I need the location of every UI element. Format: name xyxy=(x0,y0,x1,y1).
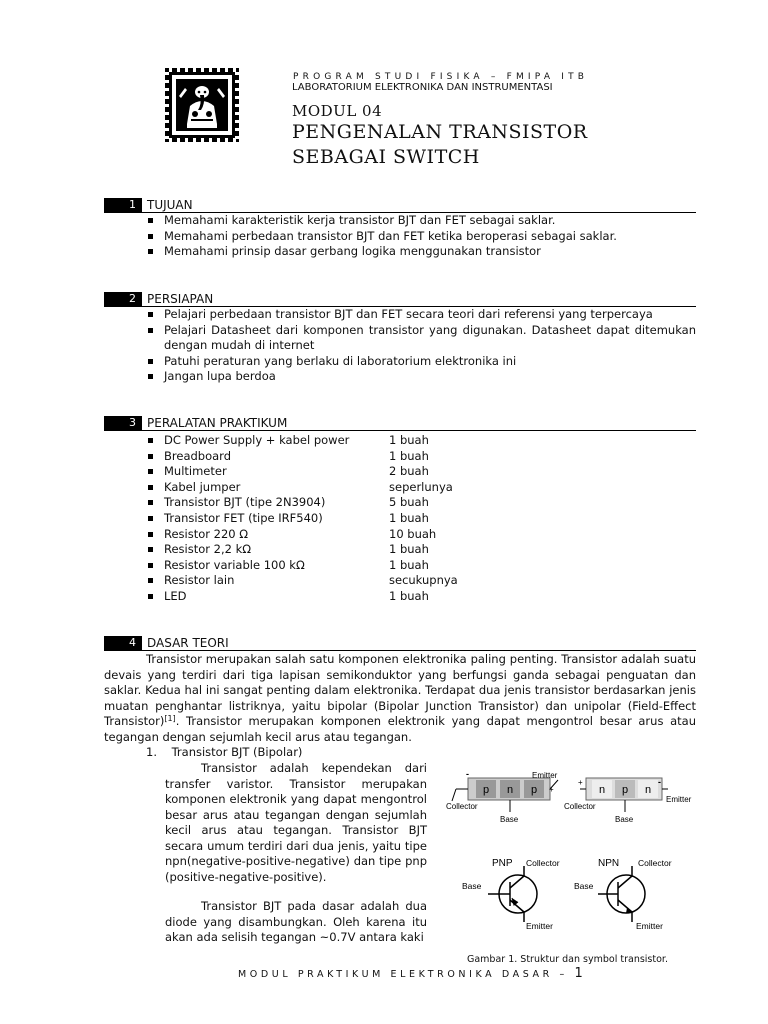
npn-symbol-base: Base xyxy=(574,881,594,891)
section-number: 4 xyxy=(104,636,142,650)
equipment-name: LED xyxy=(164,588,187,603)
list-item xyxy=(146,354,696,370)
bullet-icon xyxy=(148,547,153,552)
equipment-item xyxy=(146,511,546,527)
bullet-icon xyxy=(148,454,153,459)
bullet-icon xyxy=(148,532,153,537)
equipment-name: Multimeter xyxy=(164,464,227,479)
reference-marker: [1] xyxy=(164,714,176,723)
equipment-name: DC Power Supply + kabel power xyxy=(164,433,350,447)
list-item-text: Patuhi peraturan yang berlaku di laboratorium elektronika ini xyxy=(164,353,517,368)
list-item-text: Pelajari perbedaan transistor BJT dan FET secara teori dari referensi yang terpercaya xyxy=(164,307,653,321)
list-item xyxy=(146,307,696,323)
page-footer xyxy=(238,966,583,981)
subsection-title: 1. Transistor BJT (Bipolar) xyxy=(146,745,303,759)
equipment-name: Transistor BJT (tipe 2N3904) xyxy=(164,495,326,510)
list-item-text: Pelajari Datasheet dari komponen transistor yang digunakan. Datasheet dapat ditemukan dengan mudah di internet xyxy=(164,322,696,352)
list-item xyxy=(146,323,696,354)
equipment-name: Kabel jumper xyxy=(164,479,241,494)
equipment-name: Breadboard xyxy=(164,448,231,463)
bullet-icon xyxy=(148,578,153,583)
title-line-1: PENGENALAN TRANSISTOR xyxy=(292,121,588,143)
pnp-symbol-collector: Collector xyxy=(526,858,560,868)
equipment-qty: 1 buah xyxy=(389,542,429,557)
npn-symbol-emitter: Emitter xyxy=(636,921,663,931)
list-item-text: Memahami prinsip dasar gerbang logika menggunakan transistor xyxy=(164,244,541,258)
npn-layer-2: p xyxy=(621,784,629,796)
pnp-emitter-label: Emitter xyxy=(532,771,558,780)
npn-base-label: Base xyxy=(615,815,634,824)
pnp-layer-2: n xyxy=(506,784,514,796)
bullet-icon xyxy=(148,438,153,443)
list-item xyxy=(146,244,696,260)
npn-emitter-label: Emitter xyxy=(666,795,692,804)
equipment-item xyxy=(146,449,546,465)
section-number: 3 xyxy=(104,416,142,430)
equipment-qty: secukupnya xyxy=(389,573,458,588)
npn-plus: + xyxy=(578,778,583,787)
transistor-structure-figure xyxy=(440,768,702,940)
equipment-qty: 5 buah xyxy=(389,495,429,510)
bullet-icon xyxy=(148,374,153,379)
equipment-item xyxy=(146,464,546,480)
equipment-name: Resistor 2,2 kΩ xyxy=(164,542,252,557)
section-label: DASAR TEORI xyxy=(147,636,229,650)
list-item xyxy=(146,213,696,229)
section-persiapan-header xyxy=(104,292,696,307)
pnp-symbol xyxy=(488,866,537,922)
tujuan-list xyxy=(146,213,696,260)
npn-layer-1: n xyxy=(598,784,606,796)
section-peralatan-header xyxy=(104,416,696,431)
equipment-name: Transistor FET (tipe IRF540) xyxy=(164,510,323,525)
bullet-icon xyxy=(148,234,153,239)
section-dasar-teori-header xyxy=(104,636,696,651)
equipment-item xyxy=(146,589,546,605)
bullet-icon xyxy=(148,249,153,254)
section-label: PERSIAPAN xyxy=(147,292,214,306)
equipment-item xyxy=(146,480,546,496)
npn-collector-label: Collector xyxy=(564,802,596,811)
figure-caption: Gambar 1. Struktur dan symbol transistor. xyxy=(467,954,668,965)
bullet-icon xyxy=(148,485,153,490)
bjt-paragraph-1: Transistor adalah kependekan dari transfer varistor. Transistor merupakan komponen elektronik yang dapat mengontrol besar arus atau tegangan dengan sejumlah kecil arus atau tegangan. Transistor BJT secara umum terdiri dari dua jenis, yaitu tipe npn(negative-positive-negative) dan tipe pnp (positive-negative-positive). xyxy=(165,761,427,884)
intro-text: Transistor merupakan salah satu komponen elektronika paling penting. Transistor adalah suatu devais yang terdiri dari tiga lapisan semikonduktor yang berfungsi ganda sebagai penguatan dan saklar. Kedua hal ini sangat penting dalam elektronika. Terdapat dua jenis transistor berdasarkan jenis muatan penghantar listriknya, yaitu bipolar (Bipolar Junction Transistor) dan unipolar (Field-Effect Transistor) xyxy=(104,652,696,728)
page-number: 1 xyxy=(574,966,583,981)
bullet-icon xyxy=(148,469,153,474)
equipment-name: Resistor 220 Ω xyxy=(164,526,249,541)
pnp-symbol-label: PNP xyxy=(492,858,513,869)
section-tujuan-header xyxy=(104,198,696,213)
equipment-list xyxy=(146,433,546,605)
pnp-collector-label: Collector xyxy=(446,802,478,811)
equipment-item xyxy=(146,527,546,543)
bullet-icon xyxy=(148,312,153,317)
list-item xyxy=(146,229,696,245)
npn-minus: - xyxy=(658,777,661,787)
equipment-name: Resistor lain xyxy=(164,573,235,588)
bullet-icon xyxy=(148,516,153,521)
equipment-qty: 1 buah xyxy=(389,557,429,572)
bjt-paragraph-2: Transistor BJT pada dasar adalah dua diode yang disambungkan. Oleh karena itu akan ada selisih tegangan ~0.7V antara kaki xyxy=(165,899,427,944)
footer-text: MODUL PRAKTIKUM ELEKTRONIKA DASAR – xyxy=(238,969,568,980)
pnp-layer-1: p xyxy=(482,784,490,796)
npn-structure xyxy=(564,777,692,824)
intro-text-continued: . Transistor merupakan komponen elektronik yang dapat mengontrol besar arus atau tegangan dengan sejumlah kecil arus atau tegangan. xyxy=(104,714,696,744)
bullet-icon xyxy=(148,563,153,568)
equipment-item xyxy=(146,495,546,511)
equipment-qty: 1 buah xyxy=(389,588,429,603)
itb-ganesha-logo xyxy=(163,66,241,144)
npn-layer-3: n xyxy=(644,784,652,796)
pnp-minus: - xyxy=(466,769,469,779)
equipment-name: Resistor variable 100 kΩ xyxy=(164,557,305,572)
lab-name: LABORATORIUM ELEKTRONIKA DAN INSTRUMENTASI xyxy=(292,82,553,93)
equipment-qty: 1 buah xyxy=(389,510,429,525)
pnp-plus: + xyxy=(549,785,554,794)
equipment-qty: 10 buah xyxy=(389,526,437,541)
page-title xyxy=(292,120,588,170)
pnp-symbol-emitter: Emitter xyxy=(526,921,553,931)
section-label: PERALATAN PRAKTIKUM xyxy=(147,416,288,430)
section-number: 1 xyxy=(104,198,142,212)
equipment-qty: 1 buah xyxy=(389,448,429,463)
section-label: TUJUAN xyxy=(147,198,193,212)
bullet-icon xyxy=(148,500,153,505)
npn-symbol-label: NPN xyxy=(598,858,620,869)
bullet-icon xyxy=(148,594,153,599)
pnp-base-label: Base xyxy=(500,815,519,824)
bullet-icon xyxy=(148,328,153,333)
pnp-structure xyxy=(446,769,558,824)
equipment-item xyxy=(146,558,546,574)
section-number: 2 xyxy=(104,292,142,306)
bullet-icon xyxy=(148,218,153,223)
bullet-icon xyxy=(148,359,153,364)
equipment-item xyxy=(146,433,546,449)
equipment-qty: 1 buah xyxy=(389,433,429,447)
equipment-item xyxy=(146,573,546,589)
list-item-text: Jangan lupa berdoa xyxy=(164,369,276,383)
equipment-qty: 2 buah xyxy=(389,464,429,479)
module-number: MODUL 04 xyxy=(292,102,383,120)
pnp-symbol-base: Base xyxy=(462,881,482,891)
list-item-text: Memahami karakteristik kerja transistor BJT dan FET sebagai saklar. xyxy=(164,213,556,227)
persiapan-list xyxy=(146,307,696,385)
equipment-qty: seperlunya xyxy=(389,479,453,494)
title-line-2: SEBAGAI SWITCH xyxy=(292,146,480,168)
pnp-layer-3: p xyxy=(530,784,538,796)
theory-intro-paragraph xyxy=(104,652,696,745)
program-name: PROGRAM STUDI FISIKA – FMIPA ITB xyxy=(293,72,589,82)
equipment-item xyxy=(146,542,546,558)
list-item xyxy=(146,369,696,385)
list-item-text: Memahami perbedaan transistor BJT dan FET ketika beroperasi sebagai saklar. xyxy=(164,228,617,243)
npn-symbol-collector: Collector xyxy=(638,858,672,868)
npn-symbol xyxy=(598,866,645,922)
